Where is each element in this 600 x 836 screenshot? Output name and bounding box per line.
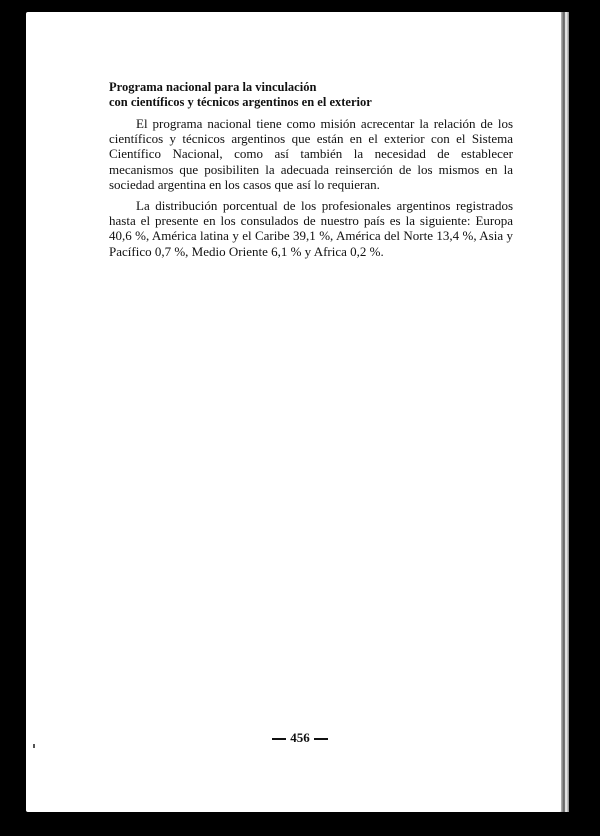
scan-border — [569, 10, 600, 822]
dash-right — [314, 738, 328, 740]
heading-line-1: Programa nacional para la vinculación — [109, 80, 317, 94]
page-content — [83, 80, 513, 265]
dash-left — [272, 738, 286, 740]
paragraph-1: El programa nacional tiene como misión acrecentar la relación de los científicos y técnicos argentinos que están en el exterior con el Sistema Científico Nacional, como así también la necesidad de establecer mecanismos que posibiliten la adecuada reinserción de los mismos en la sociedad argentina en los casos que así lo requieran. — [109, 116, 513, 192]
page-number: 456 — [290, 730, 310, 745]
paragraph-2: La distribución porcentual de los profesionales argentinos registrados hasta el presente en los consulados de nuestro país es la siguiente: Europa 40,6 %, América latina y el Caribe 39,1 %, América del Norte 13,4 %, Asia y Pacífico 0,7 %, Medio Oriente 6,1 % y Africa 0,2 %. — [109, 198, 513, 259]
page-edge-shadow — [561, 12, 569, 812]
page-number-footer — [0, 730, 600, 746]
section-heading — [109, 80, 513, 110]
heading-line-2: con científicos y técnicos argentinos en el exterior — [109, 95, 372, 109]
